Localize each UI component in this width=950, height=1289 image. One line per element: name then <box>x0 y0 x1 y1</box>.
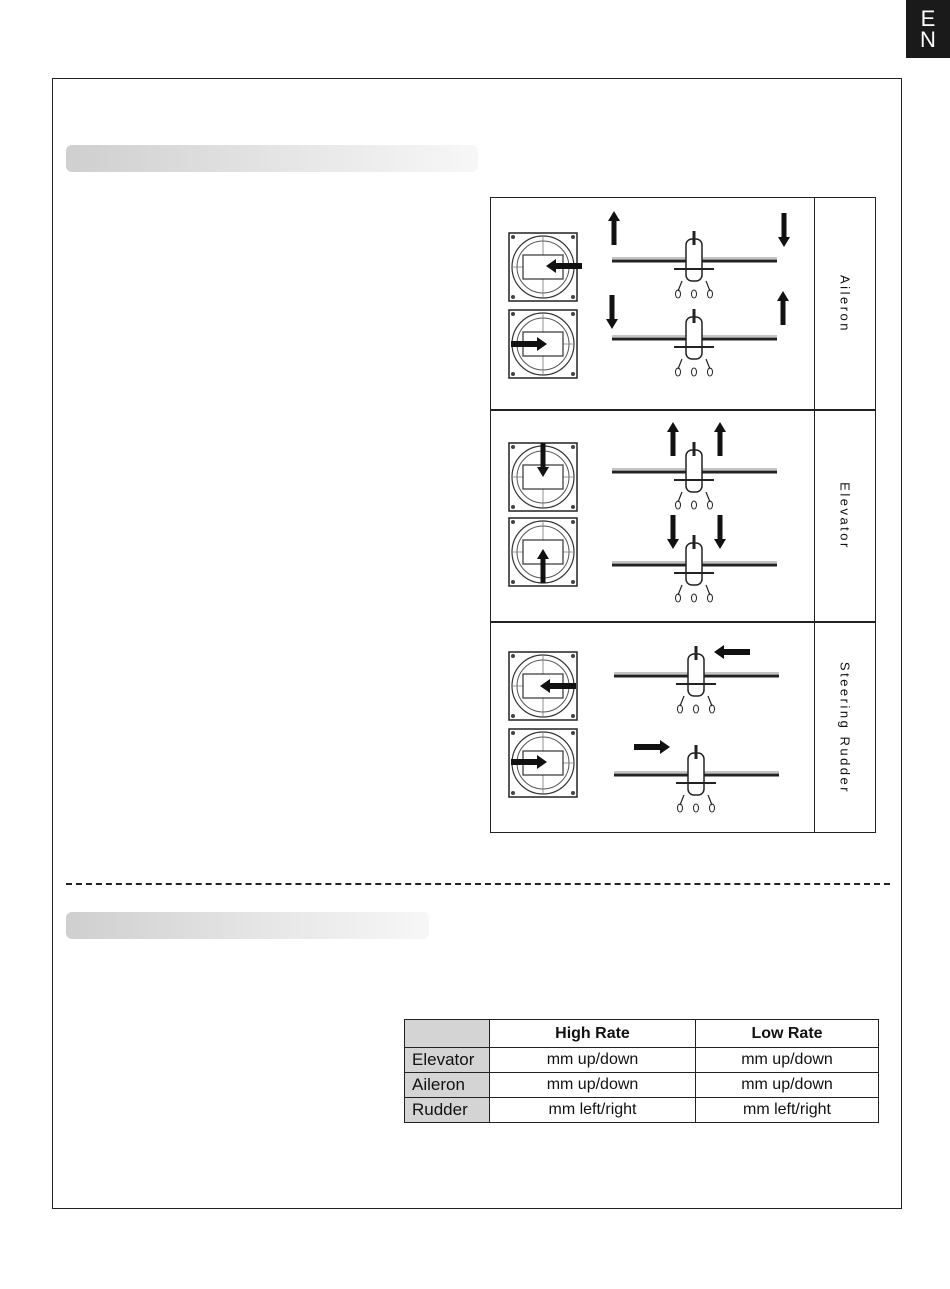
table-header-row <box>405 1020 879 1048</box>
elevator-high-rate: mm up/down <box>490 1048 696 1073</box>
rudder-low-rate: mm left/right <box>696 1098 879 1123</box>
arrow-down-icon <box>606 295 618 329</box>
language-letter-e: E <box>920 6 936 31</box>
plane-aileron-2 <box>612 309 777 376</box>
aileron-low-rate: mm up/down <box>696 1073 879 1098</box>
aileron-label: Aileron <box>837 274 853 333</box>
row-label-aileron: Aileron <box>405 1073 490 1098</box>
rudder-label-cell <box>814 622 876 833</box>
control-surface-diagram <box>490 197 877 833</box>
elevator-label-cell <box>814 410 876 622</box>
arrow-down-icon <box>667 515 679 549</box>
header-high-rate: High Rate <box>490 1020 696 1048</box>
table-row <box>405 1098 879 1123</box>
rudder-high-rate: mm left/right <box>490 1098 696 1123</box>
arrow-up-icon <box>608 211 620 245</box>
plane-aileron-1 <box>612 231 777 298</box>
elevator-low-rate: mm up/down <box>696 1048 879 1073</box>
language-tab <box>906 0 950 58</box>
arrow-left-icon <box>714 645 750 659</box>
arrow-down-icon <box>714 515 726 549</box>
dual-rate-table <box>404 1019 879 1123</box>
row-label-elevator: Elevator <box>405 1048 490 1073</box>
row-label-rudder: Rudder <box>405 1098 490 1123</box>
elevator-label: Elevator <box>837 482 853 550</box>
section-header-bar-controls <box>66 145 478 172</box>
plane-elevator-1 <box>612 442 777 509</box>
header-low-rate: Low Rate <box>696 1020 879 1048</box>
section-header-bar-rates <box>66 912 429 939</box>
plane-rudder-2 <box>614 745 779 812</box>
table-row <box>405 1048 879 1073</box>
arrow-down-icon <box>778 213 790 247</box>
language-letter-n: N <box>920 27 936 52</box>
section-divider <box>66 883 890 885</box>
table-row <box>405 1073 879 1098</box>
table-corner-cell <box>405 1020 490 1048</box>
rudder-label: Steering Rudder <box>837 661 853 794</box>
arrow-up-icon <box>667 422 679 456</box>
arrow-right-icon <box>634 740 670 754</box>
aileron-high-rate: mm up/down <box>490 1073 696 1098</box>
aileron-label-cell <box>814 197 876 410</box>
plane-elevator-2 <box>612 535 777 602</box>
diagram-illustrations <box>490 197 815 833</box>
arrow-up-icon <box>714 422 726 456</box>
arrow-up-icon <box>777 291 789 325</box>
plane-rudder-1 <box>614 646 779 713</box>
